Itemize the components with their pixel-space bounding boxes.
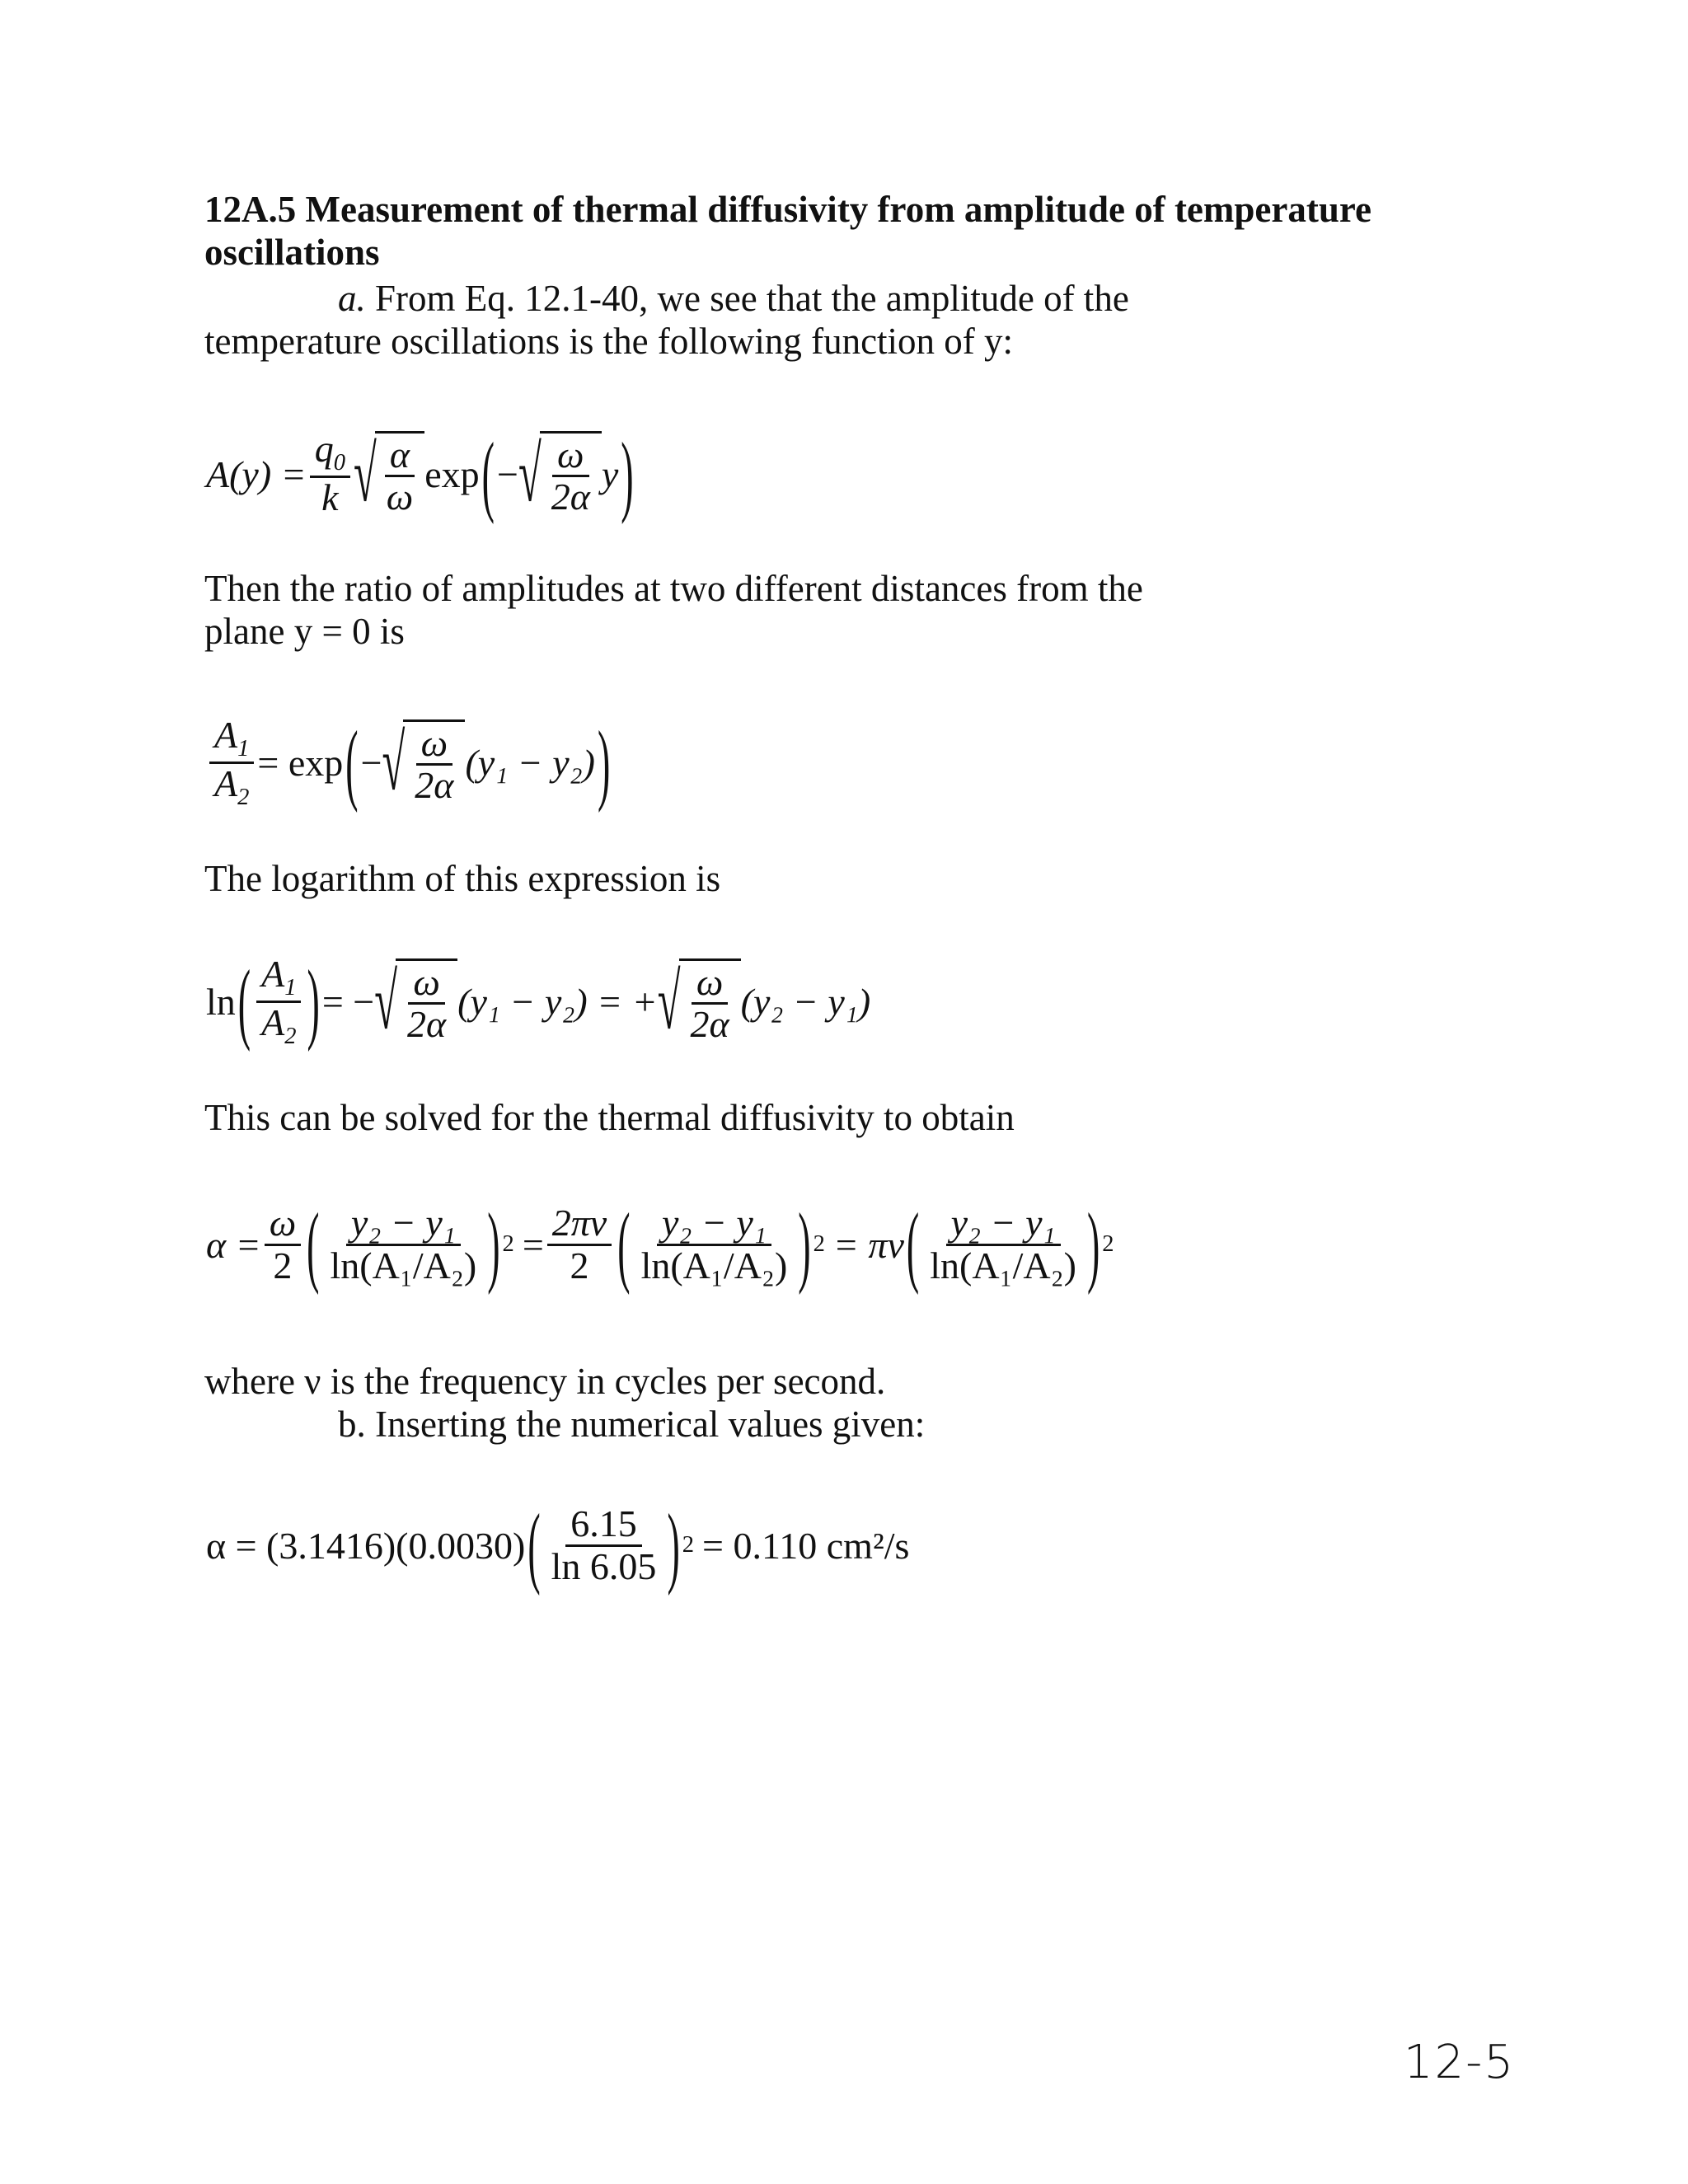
eq2-two-alpha: 2α (415, 764, 454, 806)
eq3-sqrt-1: √ $\frac{\omega}{2\alpha}$ (374, 958, 457, 1045)
eq4-two-2: 2 (570, 1244, 589, 1286)
eq4-frac-2 (636, 1203, 793, 1286)
eq4-sq-1: 2 (502, 1231, 514, 1257)
eq4-two: 2 (273, 1244, 293, 1286)
part-a-intro-line2: temperature oscillations is the following function of y: (204, 321, 1014, 362)
eq1-q-sub: 0 (333, 450, 345, 476)
eq2-A1: A (214, 713, 238, 756)
eq5-frac (546, 1504, 662, 1586)
eq1-y: y (601, 452, 619, 495)
eq3-A1-over-A2: $\frac{A_1}{A_2}$ (256, 954, 301, 1049)
part-a-intro-line1 (338, 277, 1129, 320)
eq5-result: = 0.110 cm²/s (702, 1524, 910, 1567)
eq4-alpha-eq: α = (206, 1223, 261, 1266)
equation-ratio: $\frac{A_1}{A_2}$ = exp ( − √ $\frac{\omega}{2\alpha}$ (y₁ − y₂) ) (206, 709, 612, 816)
eq4-den-1: ln(A₁/A₂) (330, 1244, 477, 1286)
eq4-2pinu-over-2 (547, 1203, 612, 1286)
part-a-label: a. (338, 278, 366, 319)
eq1-sqrt-omega-2alpha: √ $\frac{\omega}{2\alpha}$ (518, 431, 602, 518)
part-a-intro-text: From Eq. 12.1-40, we see that the amplitude of the (375, 278, 1129, 319)
eq4-eq-pi-nu: = πν (832, 1223, 904, 1266)
eq5-lhs: α = (3.1416)(0.0030) (206, 1524, 526, 1567)
eq1-exp: exp (424, 452, 480, 495)
eq1-q0-over-k (310, 429, 350, 518)
page-number: 12-5 (1403, 2036, 1515, 2089)
log-text: The logarithm of this expression is (204, 858, 721, 899)
eq5-den: ln 6.05 (551, 1544, 657, 1587)
eq2-diff: (y₁ − y₂) (465, 741, 595, 784)
eq1-omega: ω (386, 476, 414, 518)
eq1-two-alpha: 2α (551, 476, 590, 518)
equation-numerical: α = (3.1416)(0.0030) ( $\frac{6.15}{\ln 6.05}$ ) 2 = 0.110 cm²/s (206, 1494, 910, 1596)
eq3-omega-2: ω (692, 963, 728, 1005)
eq4-omega: ω (265, 1203, 301, 1245)
eq3-diff1: (y₁ − y₂) = + (457, 980, 658, 1023)
ratio-text-line2: plane y = 0 is (204, 611, 405, 652)
eq5-num: 6.15 (565, 1504, 642, 1546)
eq4-num-3: y₂ − y₁ (946, 1203, 1061, 1245)
eq3-two-alpha-1: 2α (406, 1003, 447, 1045)
eq5-sq: 2 (682, 1532, 695, 1558)
equation-alpha: α = $\frac{\omega}{2}$ ( $\frac{\text{y₂ − y₁}}{\text{ln(A₁/A₂)}}$ ) 2 = $\frac{2\pi\nu}{2}$ ( $\frac{\text{y₂ − y₁}}{\text{ln(A₁/A₂)}}$ ) 2 = πν ( $\frac{\text{y₂ − y₁}}{\text{ln(A₁/A₂)}}$ ) 2 (206, 1193, 1114, 1296)
eq2-A1-sub: 1 (237, 735, 250, 762)
eq4-num-2: y₂ − y₁ (657, 1203, 771, 1245)
eq3-two-alpha-2: 2α (690, 1003, 729, 1045)
eq2-sqrt: √ $\frac{\omega}{2\alpha}$ (382, 719, 466, 806)
eq3-mid: = − (321, 980, 375, 1023)
eq1-sqrt-alpha-omega: √ $\frac{\alpha}{\omega}$ (354, 431, 424, 518)
eq4-eq: = (522, 1223, 544, 1266)
eq2-A2-sub: 2 (237, 784, 250, 810)
equation-log: ln ( $\frac{A_1}{A_2}$ ) = − √ $\frac{\omega}{2\alpha}$ (y₁ − y₂) = + √ $\frac{\omega}{2\alpha}$ (y₂ − y₁) (206, 950, 871, 1052)
eq1-alpha: α (385, 435, 415, 477)
eq3-diff2: (y₂ − y₁) (740, 980, 871, 1023)
eq4-den-3: ln(A₁/A₂) (930, 1244, 1076, 1286)
eq3-omega-1: ω (408, 963, 444, 1005)
eq1-minus: − (496, 452, 518, 495)
equation-amplitude: A(y) = $\frac{q_0}{k}$ √ $\frac{\alpha}{\omega}$ exp ( − √ $\frac{\omega}{2\alpha}$ y ) (206, 423, 634, 525)
eq4-omega-over-2 (265, 1203, 301, 1286)
eq2-A2: A (214, 762, 238, 804)
eq1-q: q (314, 428, 334, 471)
eq4-sq-2: 2 (813, 1231, 825, 1257)
eq2-omega: ω (416, 724, 452, 766)
part-b-text: b. Inserting the numerical values given: (338, 1404, 926, 1445)
where-text: where ν is the frequency in cycles per second. (204, 1361, 886, 1402)
eq4-two-pi-nu: 2πν (547, 1203, 612, 1245)
eq4-den-2: ln(A₁/A₂) (640, 1244, 788, 1286)
eq1-omega-2: ω (552, 435, 588, 477)
ratio-text-line1: Then the ratio of amplitudes at two different distances from the (204, 568, 1143, 609)
eq1-k: k (321, 476, 339, 519)
eq4-frac-3 (925, 1203, 1081, 1286)
eq3-ln: ln (206, 980, 236, 1023)
eq3-sqrt-2: √ $\frac{\omega}{2\alpha}$ (658, 958, 741, 1045)
solve-text: This can be solved for the thermal diffusivity to obtain (204, 1097, 1015, 1138)
eq4-num-1: y₂ − y₁ (346, 1203, 461, 1245)
eq4-sq-3: 2 (1102, 1231, 1114, 1257)
eq2-A1-over-A2 (209, 715, 254, 810)
eq1-lhs: A(y) = (206, 452, 307, 495)
section-heading: 12A.5 Measurement of thermal diffusivity from amplitude of temperature oscillations (204, 189, 1372, 273)
eq4-frac-1 (326, 1203, 482, 1286)
eq2-exp: = exp (257, 741, 344, 784)
